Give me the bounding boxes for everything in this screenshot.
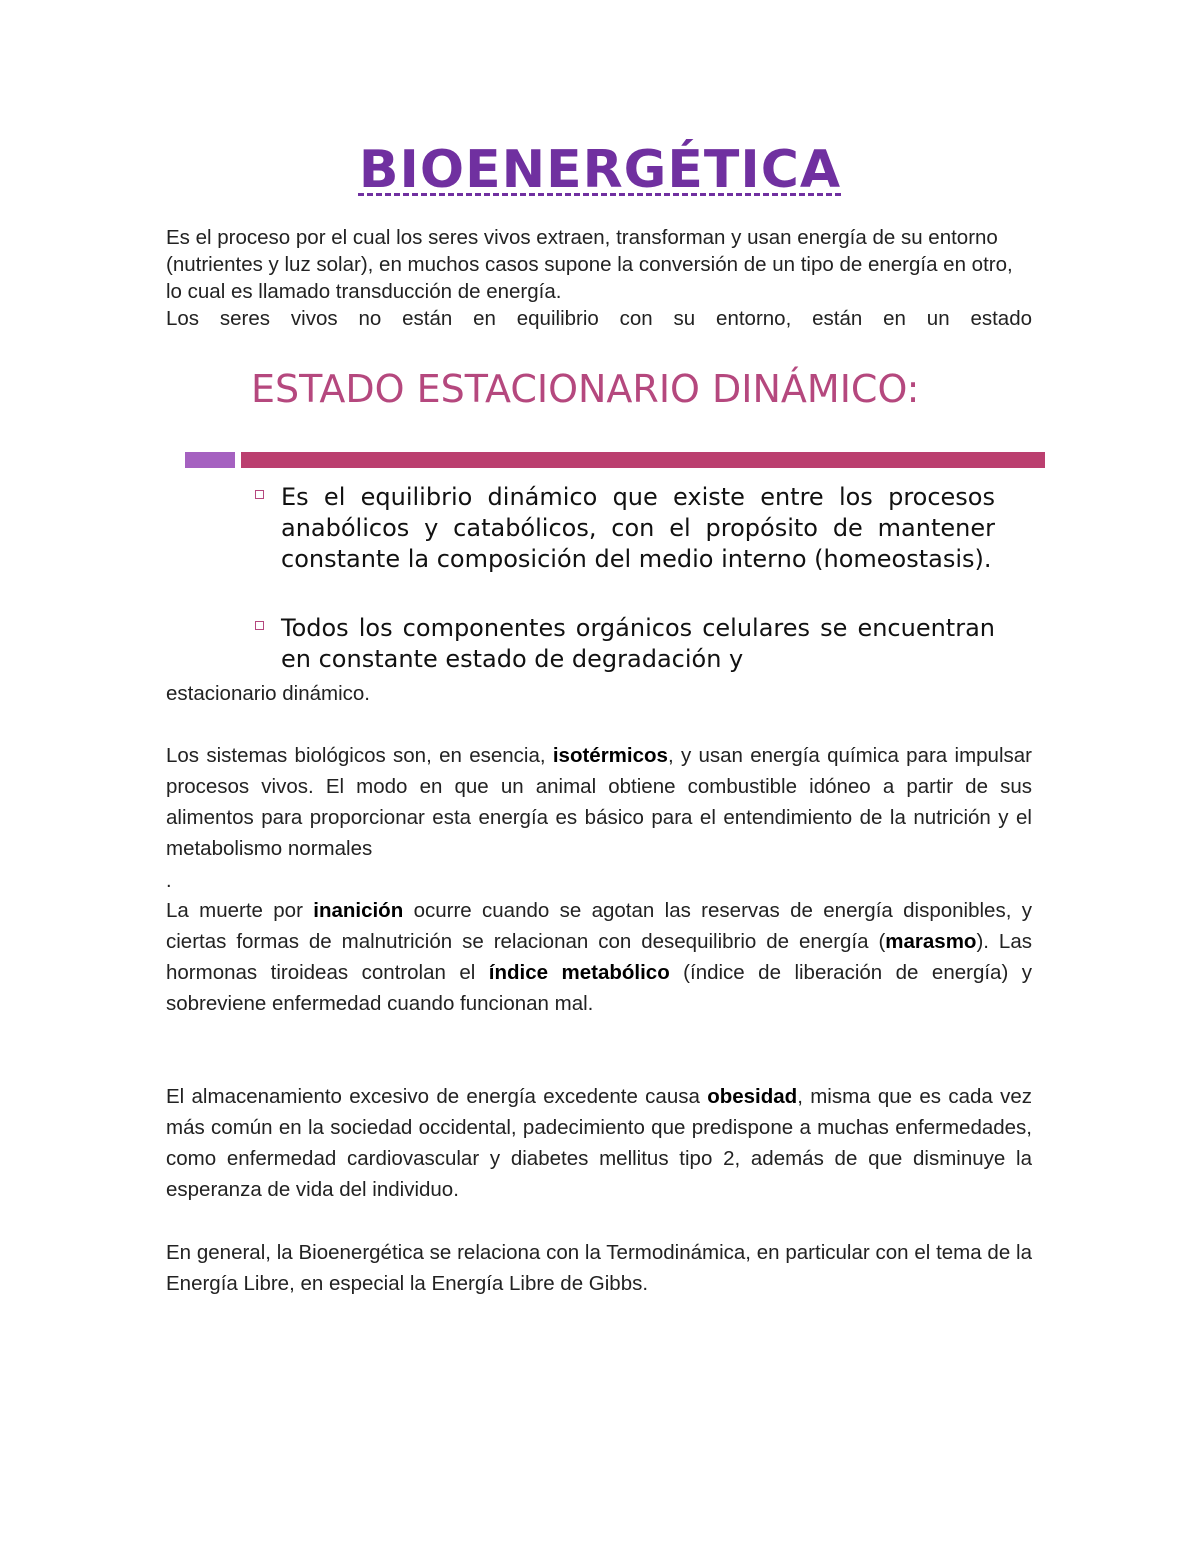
intro-last-line: Los seres vivos no están en equilibrio con su entorno, están en un estado: [166, 307, 1032, 330]
p2-text-e: ). Las hormonas tiroideas controlan el: [166, 930, 1032, 984]
p1-text-a: Los sistemas biológicos son, en esencia,: [166, 744, 553, 767]
document-title-text: BIOENERGÉTICA: [358, 140, 842, 200]
p2-bold-marasmo: marasmo: [885, 930, 977, 953]
p2-bold-inanicion: inanición: [313, 899, 404, 922]
slide-bullet-text: Es el equilibrio dinámico que existe entre los procesos anabólicos y catabólicos, con el propósito de mantener constante la composición del medio interno (homeostasis).: [281, 483, 995, 573]
intro-text: Es el proceso por el cual los seres vivos extraen, transforman y usan energía de su entorno (nutrientes y luz solar), en muchos casos supone la conversión de un tipo de energía en otro, lo cual es llamado transducción de energía.: [166, 226, 1013, 303]
paragraph-termodinamica: En general, la Bioenergética se relaciona con la Termodinámica, en particular con el tema de la Energía Libre, en especial la Energía Libre de Gibbs.: [166, 1241, 1032, 1295]
slide-bullet: [255, 482, 995, 575]
document-title: [0, 135, 1200, 205]
slide-bullet: [255, 613, 995, 675]
p2-text-c: ocurre cuando se agotan las reservas de energía disponibles, y ciertas formas de malnutrición se relacionan con desequilibrio de energía (: [166, 899, 1032, 953]
slide-title: ESTADO ESTACIONARIO DINÁMICO:: [251, 367, 920, 411]
paragraph-obesidad: [166, 1081, 1032, 1205]
slide-accent-bar-right: [241, 452, 1045, 468]
p1-bold-isotermicos: isotérmicos: [552, 744, 668, 767]
p2-text-a: La muerte por: [166, 899, 314, 922]
p3-bold-obesidad: obesidad: [707, 1085, 798, 1108]
intro-paragraph: [166, 224, 1032, 332]
paragraph-isotermicos: [166, 740, 1032, 864]
p3-text-a: El almacenamiento excesivo de energía excedente causa: [166, 1085, 708, 1108]
p2-bold-indice-metabolico: índice metabólico: [488, 961, 670, 984]
paragraph-inanicion: [166, 895, 1032, 1019]
square-bullet-icon: [255, 490, 264, 499]
p2-text-g: (índice de liberación de energía) y sobreviene enfermedad cuando funcionan mal.: [166, 961, 1032, 1015]
slide-bullet-text: Todos los componentes orgánicos celulares se encuentran en constante estado de degradación y: [281, 614, 995, 673]
continuation-text: estacionario dinámico.: [166, 682, 370, 705]
p3-text-c: , misma que es cada vez más común en la sociedad occidental, padecimiento que predispone a muchas enfermedades, como enfermedad cardiovascular y diabetes mellitus tipo 2, además de que disminuye la esperanza de vida del individuo.: [166, 1085, 1032, 1201]
embedded-slide-image: [185, 362, 1045, 677]
stray-dot: .: [166, 870, 172, 892]
slide-accent-bar-left: [185, 452, 235, 468]
square-bullet-icon: [255, 621, 264, 630]
p1-text-c: , y usan energía química para impulsar procesos vivos. El modo en que un animal obtiene combustible idóneo a partir de sus alimentos para proporcionar esta energía es básico para el entendimiento de la nutrición y el metabolismo normales: [166, 744, 1032, 860]
